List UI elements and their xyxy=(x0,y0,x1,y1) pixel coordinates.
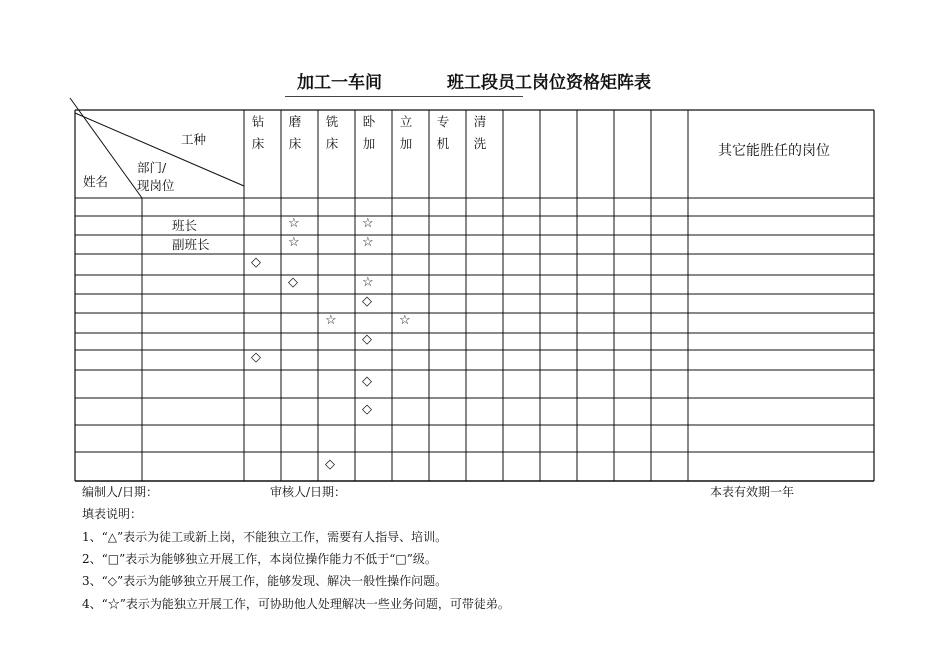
note-item: 4、“☆”表示为能独立开展工作，可协助他人处理解决一些业务问题，可带徒弟。 xyxy=(82,597,510,611)
header-other-posts: 其它能胜任的岗位 xyxy=(718,143,830,159)
skill-column-char: 铣 xyxy=(325,114,339,129)
qualification-mark: ☆ xyxy=(362,234,374,250)
skill-column-char: 洗 xyxy=(473,136,487,151)
note-item: 2、“□”表示为能够独立开展工作，本岗位操作能力不低于“□”级。 xyxy=(82,552,437,566)
skill-column-header xyxy=(470,111,490,155)
note-item: 1、“△”表示为徒工或新上岗，不能独立工作，需要有人指导、培训。 xyxy=(82,530,448,544)
qualification-mark: ◇ xyxy=(288,274,298,290)
notes-heading: 填表说明： xyxy=(82,507,143,521)
skill-column-char: 加 xyxy=(362,136,376,151)
qualification-mark: ☆ xyxy=(288,234,300,250)
skill-column-char: 床 xyxy=(288,136,302,151)
qualification-mark: ◇ xyxy=(362,401,372,417)
skill-column-header xyxy=(248,111,268,155)
skill-column-header xyxy=(359,111,379,155)
validity-label: 本表有效期一年 xyxy=(710,485,795,499)
skill-column-char: 机 xyxy=(436,136,450,151)
header-name-label: 姓名 xyxy=(83,174,109,189)
qualification-mark: ☆ xyxy=(362,215,374,231)
note-item: 3、“◇”表示为能够独立开展工作，能够发现、解决一般性操作问题。 xyxy=(82,574,448,588)
skill-column-char: 磨 xyxy=(288,114,302,129)
row-current-post: 班长 xyxy=(172,217,198,233)
skill-column-char: 加 xyxy=(399,136,413,151)
qualification-mark: ◇ xyxy=(251,350,261,365)
skill-column-header xyxy=(322,111,342,155)
table-title: 班工段员工岗位资格矩阵表 xyxy=(447,73,651,93)
qualification-mark: ☆ xyxy=(325,313,337,328)
skill-column-header xyxy=(285,111,305,155)
qualification-mark: ☆ xyxy=(362,274,374,290)
qualification-mark: ◇ xyxy=(362,293,372,309)
skill-column-char: 床 xyxy=(251,136,265,151)
header-dept-label: 部门/ xyxy=(137,160,167,175)
qualification-mark: ☆ xyxy=(399,313,411,328)
skill-column-header xyxy=(396,111,416,155)
skill-column-header xyxy=(433,111,453,155)
qualification-mark: ☆ xyxy=(288,215,300,231)
row-current-post: 副班长 xyxy=(172,236,210,252)
qualification-mark: ◇ xyxy=(362,331,372,347)
compiler-label: 编制人/日期： xyxy=(82,485,159,499)
skill-column-char: 立 xyxy=(399,114,413,129)
qualification-mark: ◇ xyxy=(362,374,372,389)
skill-column-char: 钻 xyxy=(251,114,265,129)
header-worktype-label: 工种 xyxy=(181,132,207,147)
skill-column-char: 专 xyxy=(436,114,450,129)
workshop-title: 加工一车间 xyxy=(297,73,382,93)
skill-column-char: 清 xyxy=(473,114,487,129)
header-post-label: 现岗位 xyxy=(137,178,175,193)
reviewer-label: 审核人/日期： xyxy=(270,485,347,499)
skill-column-char: 床 xyxy=(325,136,339,151)
qualification-mark: ◇ xyxy=(325,456,335,472)
qualification-mark: ◇ xyxy=(251,254,261,270)
skill-column-char: 卧 xyxy=(362,114,376,129)
